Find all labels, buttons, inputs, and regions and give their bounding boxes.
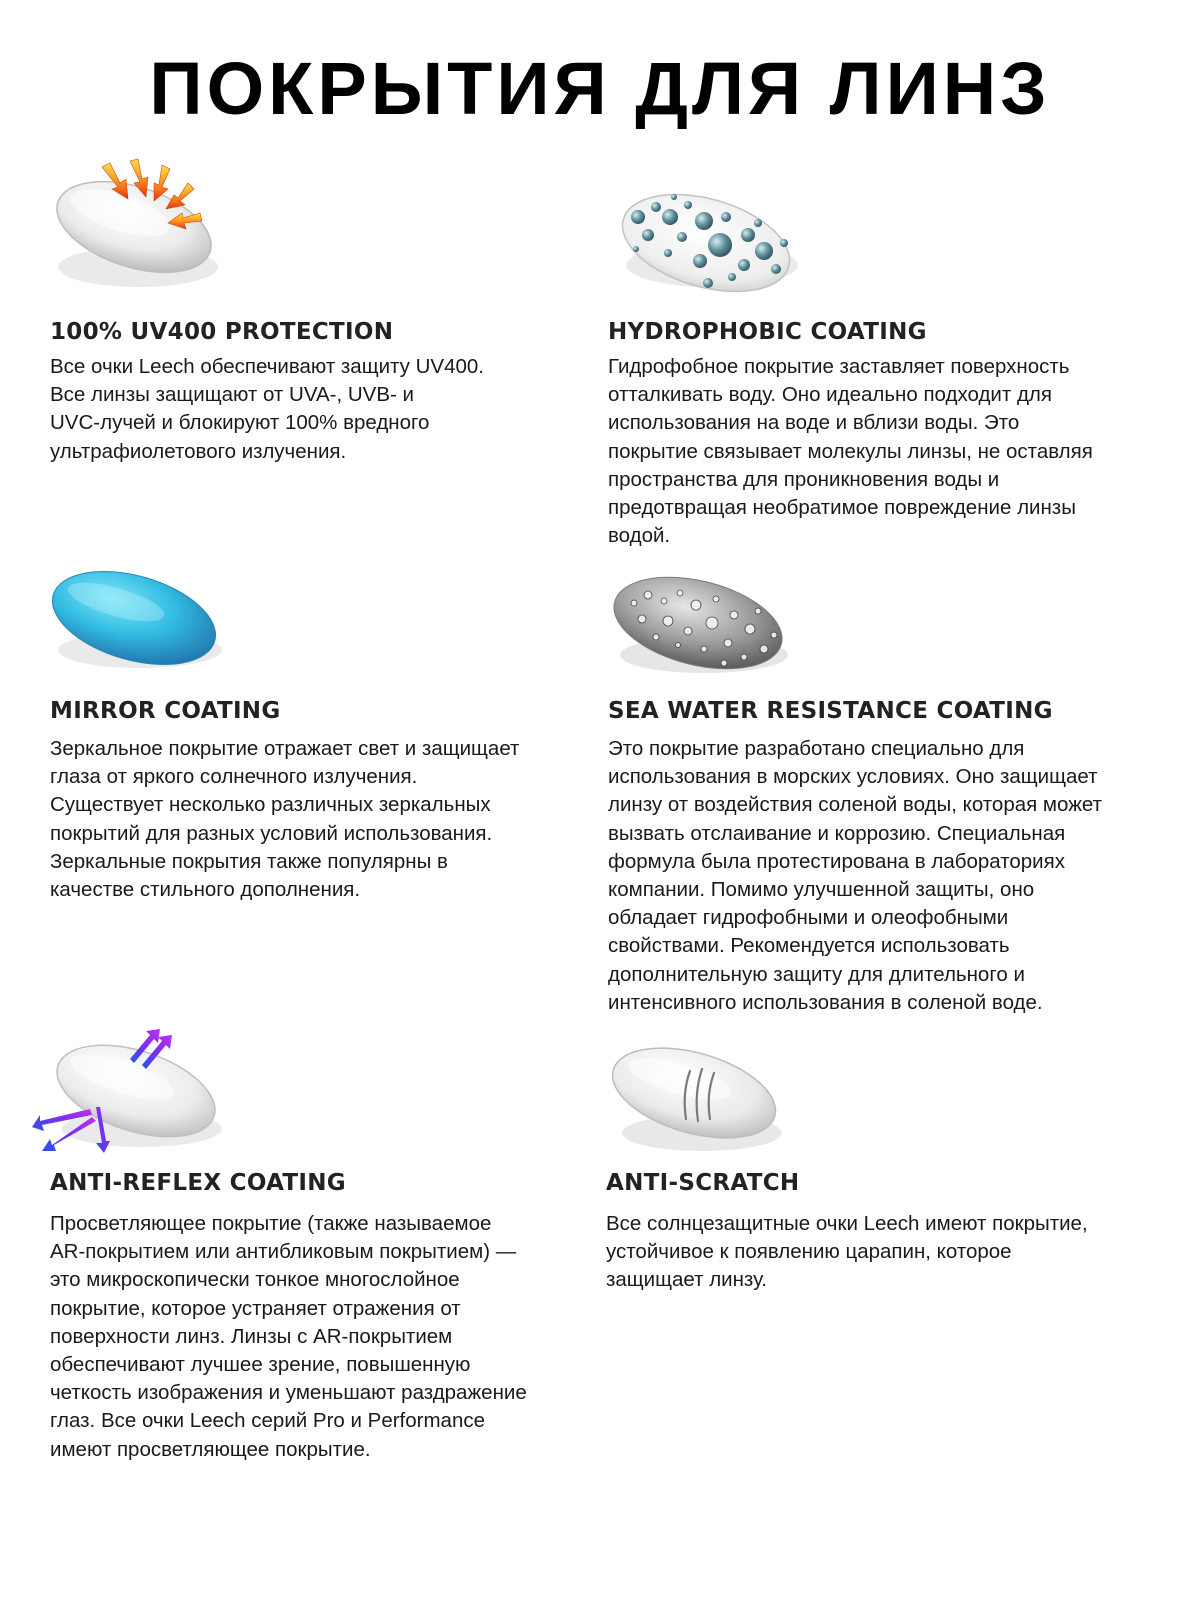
anti-reflex-lens-icon [30, 1025, 230, 1155]
card-text: Гидрофобное покрытие заставляет поверхность отталкивать воду. Оно идеально подходит для использования на воде и вблизи воды. Это покрытие связывает молекулы линзы, не оставляя пространства для проникновения воды и предотвращая необратимое повреждение линзы водой. [608, 355, 1093, 548]
card-text: Это покрытие разработано специально для использования в морских условиях. Оно защищает линзу от воздействия соленой воды, которая может вызвать отслаивание и коррозию. Специальная формула была протестирована в лабораториях компании. Помимо улучшенной защиты, оно обладает гидрофобными и олеофобными свойствами. Рекомендуется использовать дополнительную защиту для длительного и интенсивного использования в соленой воде. [608, 737, 1103, 1014]
sea-water-lens-icon [608, 565, 798, 685]
card-text: Просветляющее покрытие (также называемое AR-покрытием или антибликовым покрытием) — это микроскопически тонкое многослойное покрытие, которое устраняет отражения от поверхности линз. Линзы с AR-покрытием обеспечивают лучшее зрение, повышенную четкость изображения и уменьшают раздражение глаз. Все очки Leech серий Pro и Performance имеют просветляющее покрытие. [50, 1212, 527, 1461]
uv-lens-icon [50, 155, 230, 305]
water-drops-lens-icon [608, 165, 808, 305]
mirror-lens-icon [50, 560, 230, 680]
card-heading: SEA WATER RESISTANCE COATING [608, 698, 1053, 724]
anti-scratch-lens-icon [606, 1035, 796, 1155]
card-heading: HYDROPHOBIC COATING [608, 319, 927, 345]
card-heading: MIRROR COATING [50, 698, 281, 724]
card-text: Зеркальное покрытие отражает свет и защищает глаза от яркого солнечного излучения. Существует несколько различных зеркальных покрытий для разных условий использования. Зеркальные покрытия также популярны в качестве стильного дополнения. [50, 737, 520, 902]
card-heading: ANTI-SCRATCH [606, 1170, 800, 1196]
card-heading: 100% UV400 PROTECTION [50, 319, 394, 345]
card-heading: ANTI-REFLEX COATING [50, 1170, 346, 1196]
card-text: Все солнцезащитные очки Leech имеют покрытие, устойчивое к появлению царапин, которое защищает линзу. [606, 1212, 1088, 1292]
page-title: ПОКРЫТИЯ ДЛЯ ЛИНЗ [149, 47, 1051, 130]
card-text: Все очки Leech обеспечивают защиту UV400. Все линзы защищают от UVA-, UVB- и UVC-лучей и блокируют 100% вредного ультрафиолетового излучения. [50, 355, 484, 463]
